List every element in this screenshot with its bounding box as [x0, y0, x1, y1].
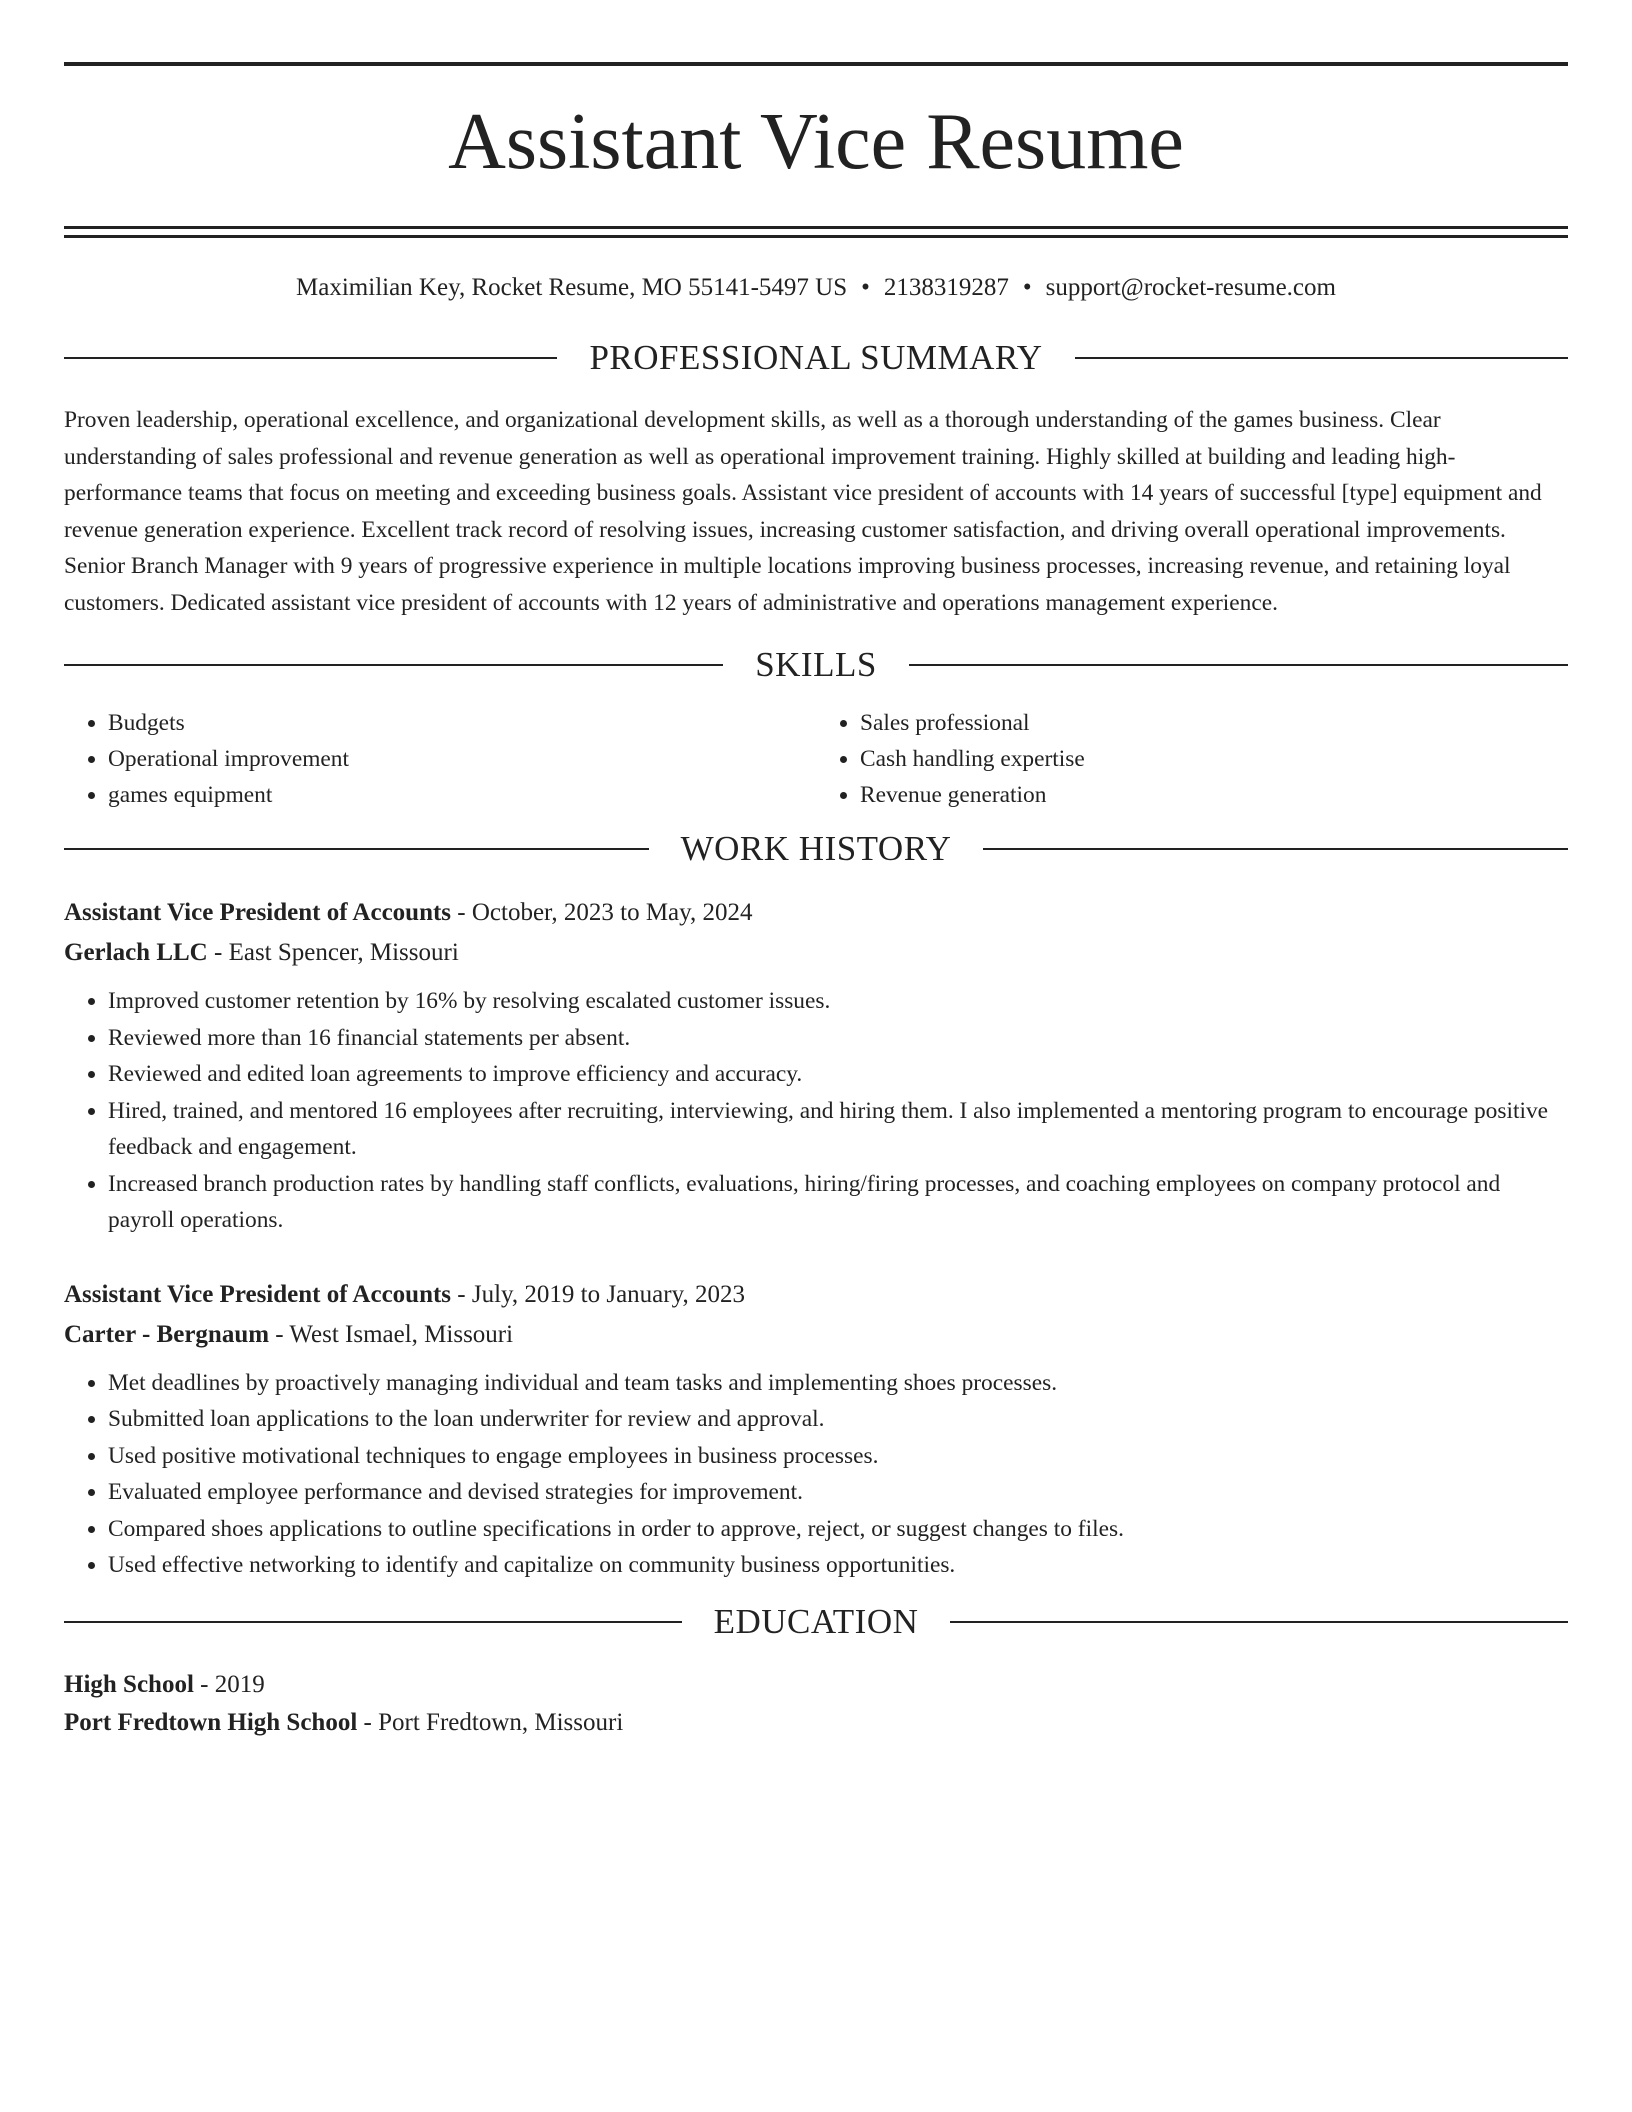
- education-degree: High School: [64, 1670, 194, 1698]
- job-bullet: • Used effective networking to identify and capitalize on community business opportunities.: [108, 1547, 1568, 1584]
- job-bullets: [64, 1365, 1568, 1584]
- heading-rule: [64, 1621, 682, 1623]
- education-location: - Port Fredtown, Missouri: [357, 1708, 624, 1736]
- contact-separator: •: [1022, 274, 1032, 301]
- job-company: Carter - Bergnaum: [64, 1320, 270, 1348]
- job-bullet: • Compared shoes applications to outline specifications in order to approve, reject, or suggest changes to files.: [108, 1511, 1568, 1548]
- education-section-heading: [64, 1600, 1568, 1644]
- job-company-line: [64, 1315, 1568, 1355]
- education-school: Port Fredtown High School: [64, 1708, 358, 1736]
- skill-item: • Revenue generation: [860, 777, 1568, 813]
- summary-paragraph: Proven leadership, operational excellence, and organizational development skills, as well as a thorough understanding of the games business. Clear understanding of sales professional and revenue generation as well as operational improvement training. Highly skilled at building and leading high-performance teams that focus on meeting and exceeding business goals. Assistant vice president of accounts with 14 years of successful [type] equipment and revenue generation experience. Excellent track record of resolving issues, increasing customer satisfaction, and driving overall operational improvements. Senior Branch Manager with 9 years of progressive experience in multiple locations improving business processes, increasing revenue, and retaining loyal customers. Dedicated assistant vice president of accounts with 12 years of administrative and operations management experience.: [64, 407, 1542, 616]
- skills-column-right: [816, 705, 1568, 813]
- job-location: - West Ismael, Missouri: [269, 1320, 514, 1348]
- education-degree-line: [64, 1666, 1568, 1704]
- work-heading-label: WORK HISTORY: [680, 829, 952, 868]
- heading-rule: [64, 848, 649, 850]
- job-bullet: • Hired, trained, and mentored 16 employees after recruiting, interviewing, and hiring them. I also implemented a mentoring program to encourage positive feedback and engagement.: [108, 1093, 1568, 1166]
- summary-heading-label: PROFESSIONAL SUMMARY: [589, 338, 1043, 377]
- job-dates: - October, 2023 to May, 2024: [451, 899, 753, 926]
- contact-email: support@rocket-resume.com: [1045, 274, 1336, 301]
- job-bullet: • Increased branch production rates by handling staff conflicts, evaluations, hiring/firing processes, and coaching employees on company protocol and payroll operations.: [108, 1166, 1568, 1239]
- job-company-line: [64, 933, 1568, 973]
- education-entry: [64, 1666, 1568, 1742]
- heading-rule: [64, 664, 723, 666]
- education-heading-label: EDUCATION: [713, 1601, 919, 1641]
- skills-column-left: [64, 705, 816, 813]
- resume-page: [64, 62, 1568, 1742]
- work-section-heading: [64, 827, 1568, 871]
- job-entry: [64, 1275, 1568, 1584]
- title-double-rule: [64, 226, 1568, 238]
- job-bullet: • Improved customer retention by 16% by resolving escalated customer issues.: [108, 983, 1568, 1020]
- education-year: - 2019: [193, 1670, 265, 1698]
- education-school-line: [64, 1704, 1568, 1742]
- contact-phone: 2138319287: [883, 274, 1009, 301]
- skills-list: [64, 705, 1568, 813]
- job-title-line: [64, 1275, 1568, 1315]
- skill-item: • Cash handling expertise: [860, 741, 1568, 777]
- job-bullet: • Reviewed more than 16 financial statements per absent.: [108, 1020, 1568, 1057]
- job-company: Gerlach LLC: [64, 939, 208, 966]
- heading-rule: [909, 664, 1568, 666]
- job-bullet: • Reviewed and edited loan agreements to improve efficiency and accuracy.: [108, 1056, 1568, 1093]
- job-dates: - July, 2019 to January, 2023: [451, 1280, 745, 1308]
- heading-rule: [983, 848, 1568, 850]
- skill-item: • Sales professional: [860, 705, 1568, 741]
- job-bullet: • Met deadlines by proactively managing individual and team tasks and implementing shoes processes.: [108, 1365, 1568, 1402]
- skill-item: • Operational improvement: [108, 741, 816, 777]
- contact-address: Maximilian Key, Rocket Resume, MO 55141-5497 US: [296, 274, 848, 301]
- heading-rule: [950, 1621, 1568, 1623]
- job-bullet: • Evaluated employee performance and devised strategies for improvement.: [108, 1474, 1568, 1511]
- summary-section-heading: [64, 336, 1568, 380]
- contact-separator: •: [861, 274, 870, 301]
- job-bullet: • Submitted loan applications to the loan underwriter for review and approval.: [108, 1401, 1568, 1438]
- job-bullets: [64, 983, 1568, 1239]
- job-title: Assistant Vice President of Accounts: [64, 899, 452, 926]
- job-location: - East Spencer, Missouri: [207, 939, 459, 966]
- skill-item: • Budgets: [108, 705, 816, 741]
- skill-item: • games equipment: [108, 777, 816, 813]
- job-entry: [64, 893, 1568, 1239]
- skills-heading-label: SKILLS: [755, 645, 877, 684]
- skills-section-heading: [64, 643, 1568, 687]
- resume-title: Assistant Vice Resume: [448, 98, 1184, 186]
- heading-rule: [1075, 357, 1568, 359]
- contact-line: [64, 272, 1568, 304]
- job-title-line: [64, 893, 1568, 933]
- job-bullet: • Used positive motivational techniques to engage employees in business processes.: [108, 1438, 1568, 1475]
- top-rule: [64, 62, 1568, 66]
- job-title: Assistant Vice President of Accounts: [64, 1280, 452, 1308]
- heading-rule: [64, 357, 557, 359]
